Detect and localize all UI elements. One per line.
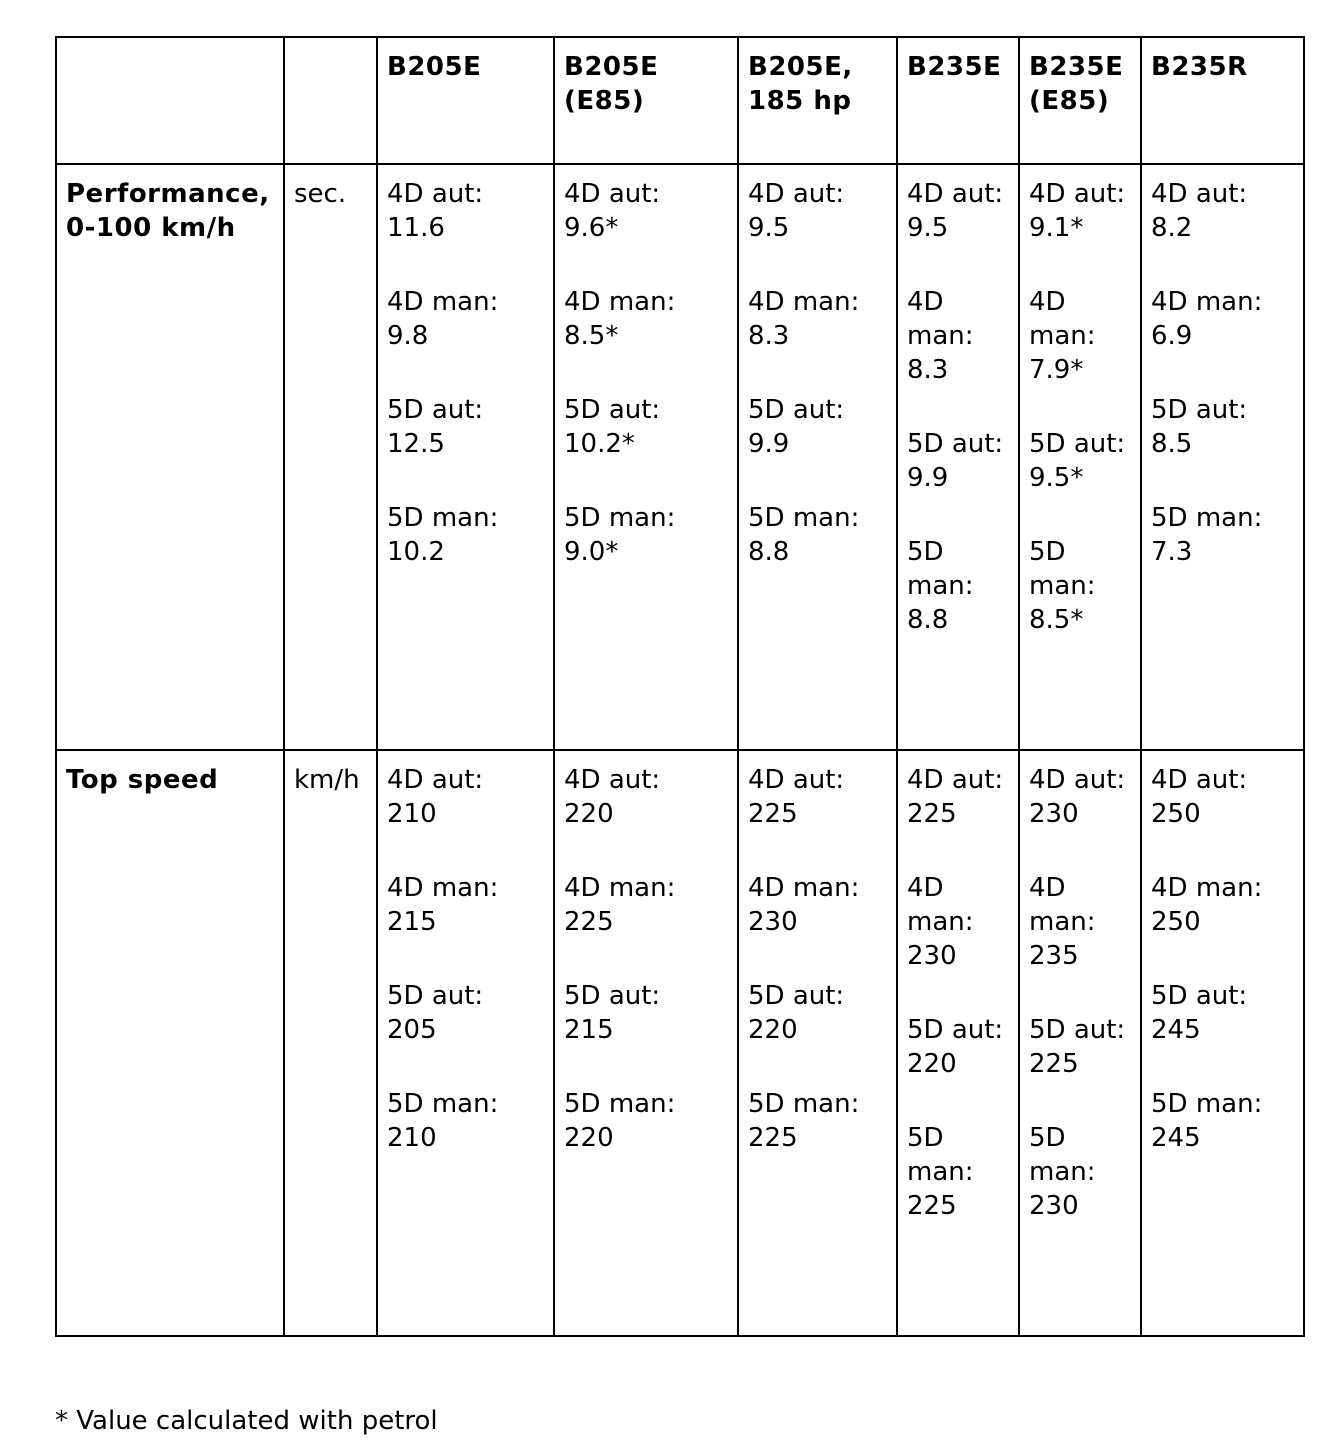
cell-entry: [1151, 1087, 1295, 1155]
cell-entry: [1029, 763, 1132, 831]
entry-value: 9.5: [748, 213, 790, 243]
entry-label: 4D man:: [387, 287, 499, 317]
entry-value: 10.2: [387, 537, 445, 567]
cell-entry: [387, 177, 545, 245]
entry-value: 225: [907, 799, 957, 829]
entry-label: 4D man:: [1029, 873, 1096, 937]
entry-value: 8.5*: [564, 321, 619, 351]
entry-value: 8.8: [748, 537, 790, 567]
row-unit: sec.: [284, 164, 377, 750]
entry-label: 5D aut:: [564, 981, 661, 1011]
entry-label: 4D man:: [748, 873, 860, 903]
entry-label: 5D man:: [1029, 1123, 1096, 1187]
header-cell-b205e-e85: B205E (E85): [554, 37, 738, 164]
cell-entry: [564, 763, 729, 831]
entry-label: 5D man:: [387, 503, 499, 533]
entry-value: 8.3: [748, 321, 790, 351]
entry-value: 220: [564, 1123, 614, 1153]
entry-label: 5D man:: [907, 537, 974, 601]
entry-value: 215: [564, 1015, 614, 1045]
entry-label: 5D man:: [1151, 1089, 1263, 1119]
value-cell: [738, 750, 897, 1336]
cell-entry: [1151, 871, 1295, 939]
entry-label: 5D man:: [564, 1089, 676, 1119]
cell-entry: [907, 871, 1010, 973]
entry-value: 9.1*: [1029, 213, 1084, 243]
entry-label: 4D aut:: [564, 179, 661, 209]
entry-value: 9.9: [748, 429, 790, 459]
entry-label: 4D man:: [1151, 873, 1263, 903]
entry-label: 5D aut:: [1029, 429, 1126, 459]
table-row-top-speed: [56, 750, 1304, 1336]
cell-entry: [748, 871, 888, 939]
cell-entry: [387, 979, 545, 1047]
value-cell: [554, 750, 738, 1336]
entry-label: 5D aut:: [1151, 981, 1248, 1011]
cell-entry: [564, 501, 729, 569]
entry-value: 7.9*: [1029, 355, 1084, 385]
cell-entry: [907, 285, 1010, 387]
header-row: [56, 37, 1304, 164]
cell-entry: [1029, 1121, 1132, 1223]
cell-entry: [1029, 871, 1132, 973]
header-cell-b205e-185hp: B205E, 185 hp: [738, 37, 897, 164]
entry-label: 4D aut:: [387, 765, 484, 795]
row-label: Performance, 0-100 km/h: [56, 164, 284, 750]
cell-entry: [907, 535, 1010, 637]
cell-entry: [1029, 177, 1132, 245]
value-cell: [897, 164, 1019, 750]
entry-label: 5D aut:: [1029, 1015, 1126, 1045]
entry-label: 5D man:: [748, 1089, 860, 1119]
cell-entry: [907, 1121, 1010, 1223]
entry-value: 12.5: [387, 429, 445, 459]
header-cell: [56, 37, 284, 164]
cell-entry: [387, 501, 545, 569]
entry-value: 230: [1029, 799, 1079, 829]
footnote: * Value calculated with petrol: [55, 1406, 438, 1436]
cell-entry: [748, 979, 888, 1047]
entry-value: 8.3: [907, 355, 949, 385]
entry-label: 5D man:: [748, 503, 860, 533]
entry-value: 9.5: [907, 213, 949, 243]
cell-entry: [907, 427, 1010, 495]
entry-value: 8.5: [1151, 429, 1193, 459]
header-cell-b235r: B235R: [1141, 37, 1304, 164]
entry-value: 11.6: [387, 213, 445, 243]
row-unit: km/h: [284, 750, 377, 1336]
entry-label: 4D aut:: [1151, 765, 1248, 795]
cell-entry: [907, 177, 1010, 245]
entry-value: 9.5*: [1029, 463, 1084, 493]
entry-label: 4D man:: [564, 287, 676, 317]
entry-label: 5D aut:: [748, 981, 845, 1011]
entry-value: 225: [564, 907, 614, 937]
entry-value: 210: [387, 1123, 437, 1153]
entry-value: 220: [748, 1015, 798, 1045]
cell-entry: [564, 871, 729, 939]
header-cell-b235e-e85: B235E (E85): [1019, 37, 1141, 164]
cell-entry: [748, 393, 888, 461]
entry-label: 5D man:: [1029, 537, 1096, 601]
cell-entry: [1151, 285, 1295, 353]
cell-entry: [1151, 393, 1295, 461]
entry-value: 245: [1151, 1015, 1201, 1045]
entry-label: 5D aut:: [387, 981, 484, 1011]
cell-entry: [748, 285, 888, 353]
entry-value: 8.8: [907, 605, 949, 635]
value-cell: [377, 164, 554, 750]
entry-value: 230: [907, 941, 957, 971]
header-cell-b205e: B205E: [377, 37, 554, 164]
entry-value: 225: [748, 799, 798, 829]
table-row-performance: [56, 164, 1304, 750]
cell-entry: [1151, 979, 1295, 1047]
cell-entry: [1151, 501, 1295, 569]
entry-label: 4D man:: [1029, 287, 1096, 351]
entry-label: 5D aut:: [907, 1015, 1004, 1045]
cell-entry: [1029, 427, 1132, 495]
cell-entry: [1029, 535, 1132, 637]
cell-entry: [1029, 1013, 1132, 1081]
value-cell: [377, 750, 554, 1336]
entry-value: 8.5*: [1029, 605, 1084, 635]
cell-entry: [1029, 285, 1132, 387]
value-cell: [1141, 750, 1304, 1336]
entry-label: 5D aut:: [748, 395, 845, 425]
header-cell: [284, 37, 377, 164]
entry-value: 230: [748, 907, 798, 937]
spec-table: [55, 36, 1305, 1337]
value-cell: [1019, 164, 1141, 750]
entry-label: 5D aut:: [907, 429, 1004, 459]
cell-entry: [564, 1087, 729, 1155]
entry-value: 9.9: [907, 463, 949, 493]
entry-label: 4D man:: [748, 287, 860, 317]
entry-label: 4D aut:: [1151, 179, 1248, 209]
entry-value: 250: [1151, 799, 1201, 829]
entry-value: 6.9: [1151, 321, 1193, 351]
cell-entry: [564, 393, 729, 461]
entry-label: 4D aut:: [907, 765, 1004, 795]
entry-label: 5D man:: [907, 1123, 974, 1187]
value-cell: [1019, 750, 1141, 1336]
entry-label: 4D aut:: [387, 179, 484, 209]
entry-value: 225: [907, 1191, 957, 1221]
entry-value: 230: [1029, 1191, 1079, 1221]
entry-value: 205: [387, 1015, 437, 1045]
entry-value: 245: [1151, 1123, 1201, 1153]
entry-label: 4D aut:: [748, 765, 845, 795]
entry-value: 9.6*: [564, 213, 619, 243]
entry-value: 210: [387, 799, 437, 829]
cell-entry: [564, 979, 729, 1047]
entry-label: 4D aut:: [1029, 179, 1126, 209]
entry-label: 4D man:: [1151, 287, 1263, 317]
entry-value: 10.2*: [564, 429, 635, 459]
cell-entry: [387, 763, 545, 831]
cell-entry: [564, 177, 729, 245]
entry-label: 4D aut:: [907, 179, 1004, 209]
cell-entry: [387, 1087, 545, 1155]
cell-entry: [1151, 763, 1295, 831]
entry-label: 4D aut:: [564, 765, 661, 795]
entry-label: 5D aut:: [1151, 395, 1248, 425]
entry-value: 220: [564, 799, 614, 829]
entry-label: 5D man:: [1151, 503, 1263, 533]
cell-entry: [748, 177, 888, 245]
cell-entry: [907, 1013, 1010, 1081]
entry-label: 5D man:: [564, 503, 676, 533]
entry-value: 7.3: [1151, 537, 1193, 567]
value-cell: [1141, 164, 1304, 750]
cell-entry: [387, 393, 545, 461]
entry-label: 4D aut:: [1029, 765, 1126, 795]
value-cell: [738, 164, 897, 750]
entry-value: 8.2: [1151, 213, 1193, 243]
entry-value: 9.0*: [564, 537, 619, 567]
row-label: Top speed: [56, 750, 284, 1336]
entry-label: 4D man:: [907, 287, 974, 351]
entry-label: 4D man:: [907, 873, 974, 937]
entry-value: 235: [1029, 941, 1079, 971]
entry-value: 220: [907, 1049, 957, 1079]
entry-value: 225: [748, 1123, 798, 1153]
entry-value: 9.8: [387, 321, 429, 351]
entry-value: 225: [1029, 1049, 1079, 1079]
cell-entry: [748, 763, 888, 831]
entry-value: 250: [1151, 907, 1201, 937]
entry-label: 5D man:: [387, 1089, 499, 1119]
cell-entry: [907, 763, 1010, 831]
cell-entry: [387, 285, 545, 353]
entry-value: 215: [387, 907, 437, 937]
cell-entry: [387, 871, 545, 939]
entry-label: 4D man:: [564, 873, 676, 903]
entry-label: 5D aut:: [387, 395, 484, 425]
cell-entry: [748, 501, 888, 569]
value-cell: [554, 164, 738, 750]
entry-label: 4D aut:: [748, 179, 845, 209]
cell-entry: [1151, 177, 1295, 245]
cell-entry: [748, 1087, 888, 1155]
entry-label: 5D aut:: [564, 395, 661, 425]
header-cell-b235e: B235E: [897, 37, 1019, 164]
cell-entry: [564, 285, 729, 353]
entry-label: 4D man:: [387, 873, 499, 903]
value-cell: [897, 750, 1019, 1336]
